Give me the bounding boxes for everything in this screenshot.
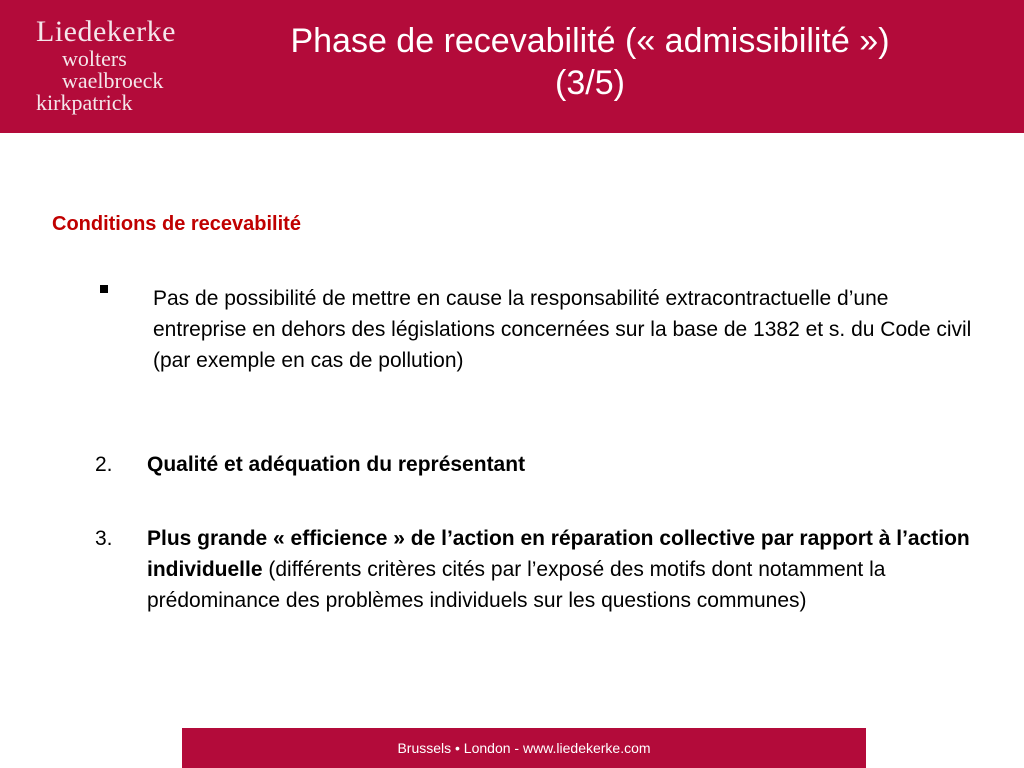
logo-line-wolters: wolters	[62, 46, 127, 71]
logo-line-waelbroeck: waelbroeck	[62, 68, 164, 93]
bullet-text: Pas de possibilité de mettre en cause la responsabilité extracontractuelle d’une entreprise en dehors des législations concernées sur la base de 1382 et s. du Code civil (par exemple en cas de pollution)	[153, 287, 972, 372]
slide-title-line1: Phase de recevabilité (« admissibilité »)	[290, 22, 890, 60]
square-bullet-icon	[100, 285, 108, 293]
list-item-3-bold: Plus grande « efficience » de l’action en réparation collective par rapport à l’action individuelle	[147, 527, 970, 581]
firm-logo	[36, 15, 206, 115]
section-heading: Conditions de recevabilité	[52, 213, 301, 235]
list-item-2	[147, 449, 977, 480]
header-bar	[0, 0, 1024, 133]
logo-line-liedekerke: Liedekerke	[36, 15, 176, 48]
slide-title-line2: (3/5)	[555, 64, 625, 102]
footer-text: Brussels • London - www.liedekerke.com	[397, 740, 651, 756]
list-item-3-rest: (différents critères cités par l’exposé des motifs dont notamment la prédominance des problèmes individuels sur les questions communes)	[147, 558, 886, 612]
slide-title	[210, 20, 970, 104]
list-number-2: 2.	[95, 453, 113, 476]
list-number-3: 3.	[95, 527, 113, 550]
list-item-3	[147, 523, 977, 616]
list-item-2-bold: Qualité et adéquation du représentant	[147, 453, 526, 476]
footer-bar	[182, 728, 866, 768]
logo-line-kirkpatrick: kirkpatrick	[36, 90, 133, 115]
